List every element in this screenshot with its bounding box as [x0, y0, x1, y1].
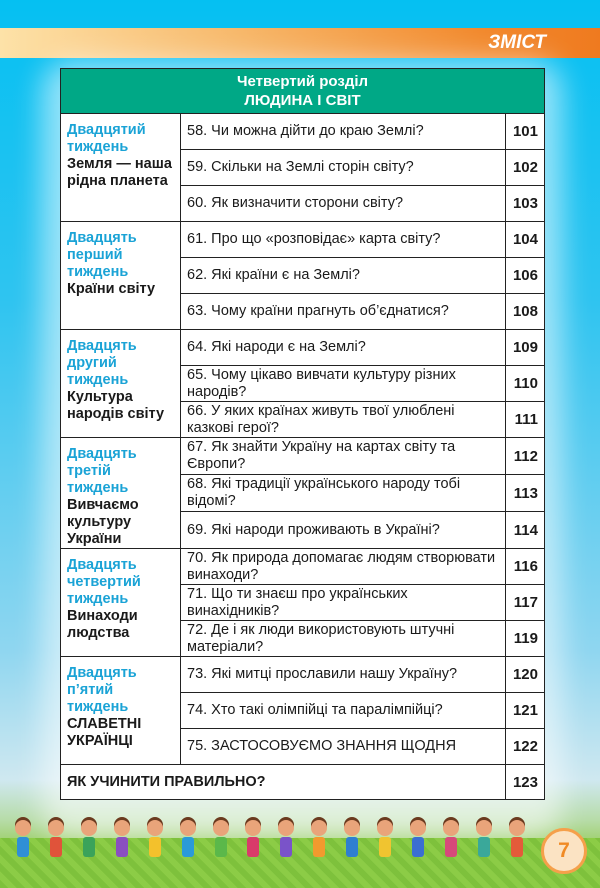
child-figure	[471, 820, 497, 864]
lesson-row[interactable]	[61, 657, 545, 693]
lesson-page: 116	[506, 549, 545, 585]
lesson-title[interactable]: 75. ЗАСТОСОВУЄМО ЗНАННЯ ЩОДНЯ	[181, 729, 506, 765]
lesson-row[interactable]	[61, 222, 545, 258]
lesson-row[interactable]	[61, 114, 545, 150]
lesson-page: 114	[506, 512, 545, 549]
child-figure	[306, 820, 332, 864]
lesson-page: 111	[506, 402, 545, 438]
lesson-row[interactable]	[61, 549, 545, 585]
lesson-page: 120	[506, 657, 545, 693]
child-figure	[10, 820, 36, 864]
header-title: ЗМІСТ	[488, 32, 546, 53]
lesson-title[interactable]: 62. Які країни є на Землі?	[181, 258, 506, 294]
lesson-title[interactable]: 65. Чому цікаво вивчати культуру різних народів?	[181, 366, 506, 402]
child-figure	[504, 820, 530, 864]
lesson-page: 119	[506, 621, 545, 657]
week-cell	[61, 438, 181, 549]
lesson-page: 104	[506, 222, 545, 258]
child-figure	[208, 820, 234, 864]
lesson-title[interactable]: 66. У яких країнах живуть твої улюблені казкові герої?	[181, 402, 506, 438]
lesson-title[interactable]: 63. Чому країни прагнуть об’єднатися?	[181, 294, 506, 330]
lesson-title[interactable]: 71. Що ти знаєш про українських винахідників?	[181, 585, 506, 621]
final-page: 123	[506, 765, 545, 800]
week-theme: Винаходи людства	[67, 608, 138, 641]
lesson-title[interactable]: 58. Чи можна дійти до краю Землі?	[181, 114, 506, 150]
lesson-title[interactable]: 70. Як природа допомагає людям створювати винаходи?	[181, 549, 506, 585]
lesson-title[interactable]: 59. Скільки на Землі сторін світу?	[181, 150, 506, 186]
week-label: Двадцятий тиждень	[67, 122, 146, 155]
child-figure	[438, 820, 464, 864]
week-label: Двадцять третій тиждень	[67, 446, 137, 496]
week-cell	[61, 114, 181, 222]
week-label: Двадцять другий тиждень	[67, 338, 137, 388]
final-row[interactable]	[61, 765, 545, 800]
week-theme: Земля — наша рідна планета	[67, 156, 172, 189]
child-figure	[43, 820, 69, 864]
child-figure	[175, 820, 201, 864]
week-theme: Вивчаємо культуру України	[67, 497, 139, 547]
week-cell	[61, 549, 181, 657]
week-label: Двадцять четвертий тиждень	[67, 557, 141, 607]
section-label: Четвертий розділ	[236, 73, 369, 90]
lesson-page: 110	[506, 366, 545, 402]
section-title: ЛЮДИНА І СВІТ	[244, 92, 361, 109]
header-banner	[0, 28, 600, 58]
children-illustration	[10, 820, 530, 868]
week-cell	[61, 657, 181, 765]
lesson-title[interactable]: 67. Як знайти Україну на картах світу та Європи?	[181, 438, 506, 475]
lesson-row[interactable]	[61, 438, 545, 475]
child-figure	[372, 820, 398, 864]
lesson-title[interactable]: 64. Які народи є на Землі?	[181, 330, 506, 366]
lesson-page: 108	[506, 294, 545, 330]
page-number: 7	[541, 828, 587, 874]
lesson-page: 103	[506, 186, 545, 222]
week-label: Двадцять п’ятий тиждень	[67, 665, 137, 715]
week-cell	[61, 222, 181, 330]
lesson-page: 122	[506, 729, 545, 765]
contents-table	[60, 68, 545, 800]
lesson-title[interactable]: 72. Де і як люди використовують штучні матеріали?	[181, 621, 506, 657]
week-cell	[61, 330, 181, 438]
lesson-page: 117	[506, 585, 545, 621]
lesson-page: 121	[506, 693, 545, 729]
lesson-title[interactable]: 74. Хто такі олімпійці та паралімпійці?	[181, 693, 506, 729]
week-theme: Країни світу	[67, 281, 156, 297]
lesson-title[interactable]: 68. Які традиції українського народу тобі відомі?	[181, 475, 506, 512]
child-figure	[240, 820, 266, 864]
final-title[interactable]: ЯК УЧИНИТИ ПРАВИЛЬНО?	[61, 765, 506, 800]
lesson-title[interactable]: 60. Як визначити сторони світу?	[181, 186, 506, 222]
lesson-page: 106	[506, 258, 545, 294]
lesson-title[interactable]: 69. Які народи проживають в Україні?	[181, 512, 506, 549]
lesson-title[interactable]: 73. Які митці прославили нашу Україну?	[181, 657, 506, 693]
lesson-title[interactable]: 61. Про що «розповідає» карта світу?	[181, 222, 506, 258]
week-theme: СЛАВЕТНІ УКРАЇНЦІ	[67, 716, 142, 749]
week-theme: Культура народів світу	[67, 389, 165, 422]
child-figure	[76, 820, 102, 864]
child-figure	[405, 820, 431, 864]
lesson-page: 113	[506, 475, 545, 512]
child-figure	[109, 820, 135, 864]
week-label: Двадцять перший тиждень	[67, 230, 137, 280]
child-figure	[339, 820, 365, 864]
child-figure	[273, 820, 299, 864]
lesson-row[interactable]	[61, 330, 545, 366]
lesson-page: 101	[506, 114, 545, 150]
lesson-page: 102	[506, 150, 545, 186]
section-header	[61, 69, 545, 114]
child-figure	[142, 820, 168, 864]
lesson-page: 109	[506, 330, 545, 366]
lesson-page: 112	[506, 438, 545, 475]
